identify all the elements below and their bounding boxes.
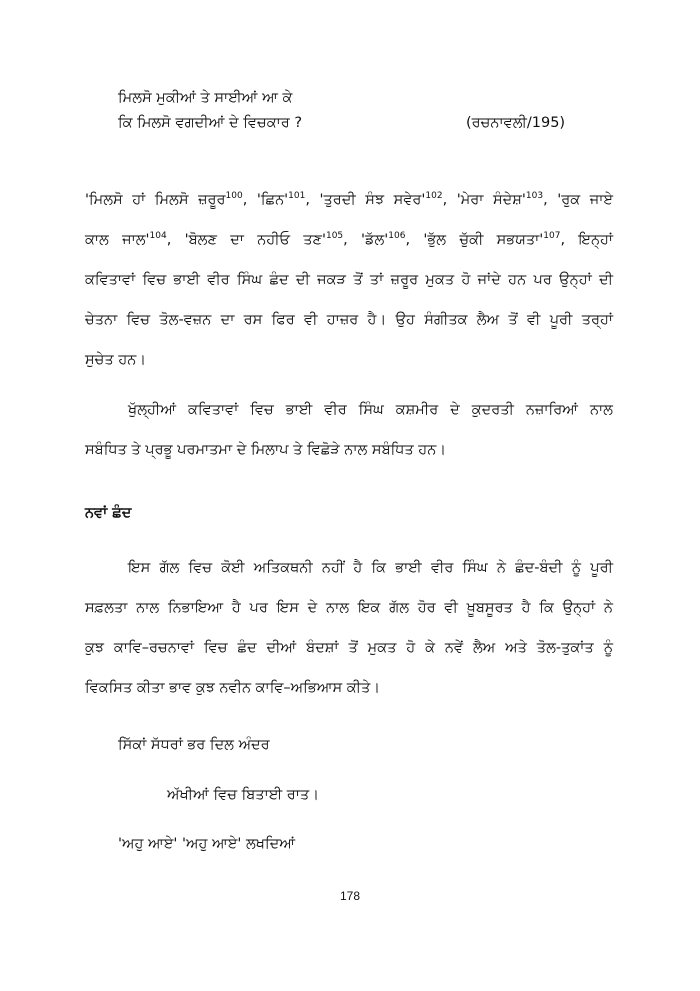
title-ref: ਕਾਲ ਜਾਲ' <box>85 232 150 248</box>
title-ref: 'ਮਿਲਸੋ ਹਾਂ ਮਿਲਸੋ ਜ਼ਰੂਰ <box>85 192 226 208</box>
title-ref: , 'ਛਿਨ' <box>242 192 289 208</box>
verse1-citation: (ਰਚਨਾਵਲੀ/195) <box>466 115 566 131</box>
para2-line1: ਖੁੱਲ੍ਹੀਆਂ ਕਵਿਤਾਵਾਂ ਵਿਚ ਭਾਈ ਵੀਰ ਸਿੰਘ ਕਸ਼ਮੀਰ ਦੇ ਕੁਦਰਤੀ ਨਜ਼ਾਰਿਆਂ ਨਾਲ <box>128 402 613 418</box>
footnote-ref: 100 <box>225 191 243 202</box>
para2-line2: ਸਬੰਧਿਤ ਤੇ ਪ੍ਰਭੂ ਪਰਮਾਤਮਾ ਦੇ ਮਿਲਾਪ ਤੇ ਵਿਛੋੜੇ ਨਾਲ ਸਬੰਧਿਤ ਹਨ। <box>85 442 447 458</box>
para3-line4: ਵਿਕਸਿਤ ਕੀਤਾ ਭਾਵ ਕੁਝ ਨਵੀਨ ਕਾਵਿ–ਅਭਿਆਸ ਕੀਤੇ। <box>85 680 381 696</box>
title-ref: , 'ਭੁੱਲ ਚੁੱਕੀ ਸਭਯਤਾ' <box>405 232 544 248</box>
para3-line2: ਸਫ਼ਲਤਾ ਨਾਲ ਨਿਭਾਇਆ ਹੈ ਪਰ ਇਸ ਦੇ ਨਾਲ ਇਕ ਗੱਲ ਹੋਰ ਵੀ ਖ਼ੂਬਸੂਰਤ ਹੈ ਕਿ ਉਨ੍ਹਾਂ ਨੇ <box>85 600 613 616</box>
para1-line5: ਸੁਚੇਤ ਹਨ। <box>85 352 147 368</box>
footnote-ref: 106 <box>388 231 406 242</box>
footnote-ref: 105 <box>325 231 344 242</box>
footnote-ref: 104 <box>149 231 167 242</box>
title-ref: , 'ਮੇਰਾ ਸੰਦੇਸ਼' <box>442 192 526 208</box>
section-heading: ਨਵਾਂ ਛੰਦ <box>85 505 132 521</box>
para1-line3: ਕਵਿਤਾਵਾਂ ਵਿਚ ਭਾਈ ਵੀਰ ਸਿੰਘ ਛੰਦ ਦੀ ਜਕੜ ਤੋਂ ਤਾਂ ਜ਼ਰੂਰ ਮੁਕਤ ਹੋ ਜਾਂਦੇ ਹਨ ਪਰ ਉਨ੍ਹਾਂ ਦੀ <box>85 272 613 288</box>
title-ref: , 'ਤੁਰਦੀ ਸੰਝ ਸਵੇਰ' <box>305 192 426 208</box>
footnote-ref: 102 <box>425 191 443 202</box>
footnote-ref: 107 <box>543 231 561 242</box>
para1-line4: ਚੇਤਨਾ ਵਿਚ ਤੋਲ-ਵਜ਼ਨ ਦਾ ਰਸ ਫਿਰ ਵੀ ਹਾਜ਼ਰ ਹੈ। ਉਹ ਸੰਗੀਤਕ ਲੈਅ ਤੋਂ ਵੀ ਪੂਰੀ ਤਰ੍ਹਾਂ <box>85 312 613 328</box>
title-ref: , 'ਬੋਲਣ ਦਾ ਨਹੀਓ ਤਣ' <box>166 232 326 248</box>
verse1-line1: ਮਿਲਸੋ ਮੁਕੀਆਂ ਤੇ ਸਾਈਆਂ ਆ ਕੇ <box>118 90 293 106</box>
footnote-ref: 101 <box>288 191 306 202</box>
para1-line1 <box>85 190 613 210</box>
verse2-line2: ਅੱਖੀਆਂ ਵਿਚ ਬਿਤਾਈ ਰਾਤ। <box>167 787 319 803</box>
para3-line3: ਕੁਝ ਕਾਵਿ–ਰਚਨਾਵਾਂ ਵਿਚ ਛੰਦ ਦੀਆਂ ਬੰਦਸ਼ਾਂ ਤੋਂ ਮੁਕਤ ਹੋ ਕੇ ਨਵੇਂ ਲੈਅ ਅਤੇ ਤੋਲ-ਤੁਕਾਂਤ ਨੂੰ <box>85 640 613 656</box>
title-ref: , 'ਰੁਕ ਜਾਏ <box>543 192 614 208</box>
footnote-ref: 103 <box>525 191 544 202</box>
verse1-line2: ਕਿ ਮਿਲਸੋ ਵਗਦੀਆਂ ਦੇ ਵਿਚਕਾਰ ? <box>118 115 303 131</box>
verse2-line1: ਸਿੱਕਾਂ ਸੱਧਰਾਂ ਭਰ ਦਿਲ ਅੰਦਰ <box>118 737 270 753</box>
para1-line2 <box>85 230 613 250</box>
para3-line1: ਇਸ ਗੱਲ ਵਿਚ ਕੋਈ ਅਤਿਕਥਨੀ ਨਹੀਂ ਹੈ ਕਿ ਭਾਈ ਵੀਰ ਸਿੰਘ ਨੇ ਛੰਦ-ਬੰਦੀ ਨੂੰ ਪੂਰੀ <box>128 560 613 576</box>
title-ref: , 'ਡੱਲ' <box>343 232 389 248</box>
title-ref: , ਇਨ੍ਹਾਂ <box>560 232 614 248</box>
page-number: 178 <box>339 889 361 903</box>
verse2-line3: 'ਅਹੁ ਆਏ' 'ਅਹੁ ਆਏ' ਲਖਦਿਆਂ <box>118 836 296 852</box>
